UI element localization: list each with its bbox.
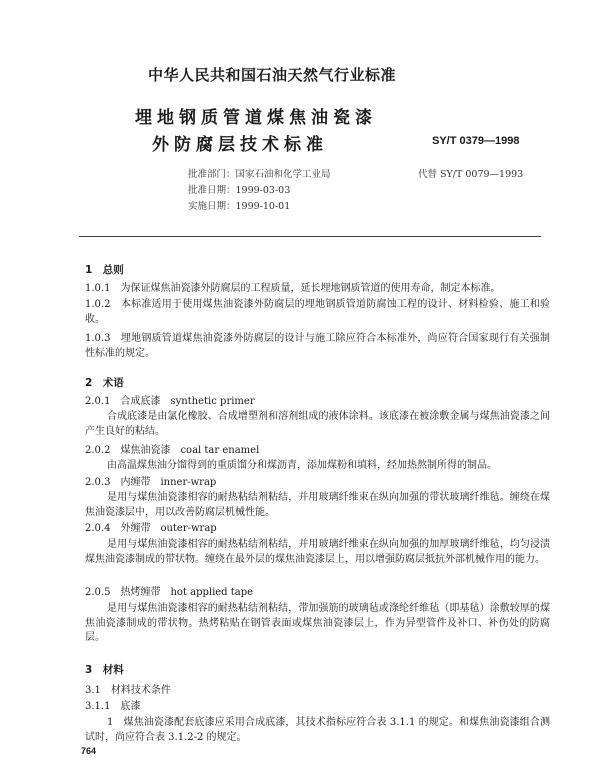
term-2-0-3-heading: 2.0.3 内缠带 inner-wrap: [85, 477, 217, 488]
term-2-0-2-body: 由高温煤焦油分馏得到的重质馏分和煤沥青，添加煤粉和填料，经加热熬制所得的制品。: [107, 460, 497, 471]
clause-1-0-1: 1.0.1 为保证煤焦油瓷漆外防腐层的工程质量，延长埋地钢质管道的使用寿命，制定本标准。: [85, 283, 501, 294]
section-2-heading: 2 术语: [85, 377, 124, 389]
clause-3-1-1-item-1: 1 煤焦油瓷漆配套底漆应采用合成底漆，其技术指标应符合表 3.1.1 的规定。和煤焦油瓷漆组合测试时，尚应符合表 3.1.2-2 的规定。: [85, 717, 550, 743]
term-2-0-4-heading: 2.0.4 外缠带 outer-wrap: [85, 523, 217, 534]
term-2-0-1-heading: 2.0.1 合成底漆 synthetic primer: [85, 396, 255, 407]
standard-code: SY/T 0379—1998: [432, 135, 520, 147]
approved-by: 批准部门：国家石油和化学工业局: [188, 169, 331, 180]
term-2-0-3-body: 是用与煤焦油瓷漆相容的耐热粘结剂粘结，并用玻璃纤维束在纵向加强的带状玻璃纤维毡。缠绕在煤焦油瓷漆层中，用以改善防腐层机械性能。: [85, 492, 550, 518]
section-3-heading: 3 材料: [85, 664, 124, 676]
term-2-0-4-body: 是用与煤焦油瓷漆相容的耐热粘结剂粘结，并用玻璃纤维束在纵向加强的加厚玻璃纤维毡，均匀浸渍煤焦油瓷漆制成的带状物。缠绕在最外层的煤焦油瓷漆层上，用以增强防腐层抵抗外部机械作用的能力。: [85, 539, 550, 565]
page-number: 764: [81, 746, 97, 756]
replaces-standard: 代替 SY/T 0079—1993: [418, 169, 524, 180]
document-title-line2: 外防腐层技术标准: [152, 135, 328, 155]
header-divider: [79, 236, 541, 237]
clause-3-1: 3.1 材料技术条件: [85, 685, 171, 696]
industry-standard-title: 中华人民共和国石油天然气行业标准: [148, 66, 397, 84]
clause-1-0-3: 1.0.3 埋地钢质管道煤焦油瓷漆外防腐层的设计与施工除应符合本标准外，尚应符合国家现行有关强制性标准的规定。: [85, 333, 550, 359]
document-title-line1: 埋地钢质管道煤焦油瓷漆: [135, 108, 377, 128]
term-2-0-5-heading: 2.0.5 热烤缠带 hot applied tape: [85, 587, 254, 598]
clause-3-1-1: 3.1.1 底漆: [85, 701, 141, 712]
section-1-heading: 1 总则: [85, 264, 124, 276]
clause-1-0-2: 1.0.2 本标准适用于使用煤焦油瓷漆外防腐层的埋地钢质管道防腐蚀工程的设计、材料检验、施工和验收。: [85, 299, 550, 325]
effective-date: 实施日期：1999-10-01: [188, 201, 291, 212]
term-2-0-1-body: 合成底漆是由氯化橡胶、合成增塑剂和溶剂组成的液体涂料。该底漆在被涂敷金属与煤焦油瓷漆之间产生良好的粘结。: [85, 411, 550, 437]
term-2-0-5-body: 是用与煤焦油瓷漆相容的耐热粘结剂粘结，带加强筋的玻璃毡或涤纶纤维毡（即基毡）涂敷较厚的煤焦油瓷漆制成的带状物。热烤粘贴在钢管表面或煤焦油瓷漆层上，作为异型管件及补口、补伤处的防腐层。: [85, 603, 550, 643]
term-2-0-2-heading: 2.0.2 煤焦油瓷漆 coal tar enamel: [85, 445, 260, 456]
approval-date: 批准日期：1999-03-03: [188, 185, 291, 196]
